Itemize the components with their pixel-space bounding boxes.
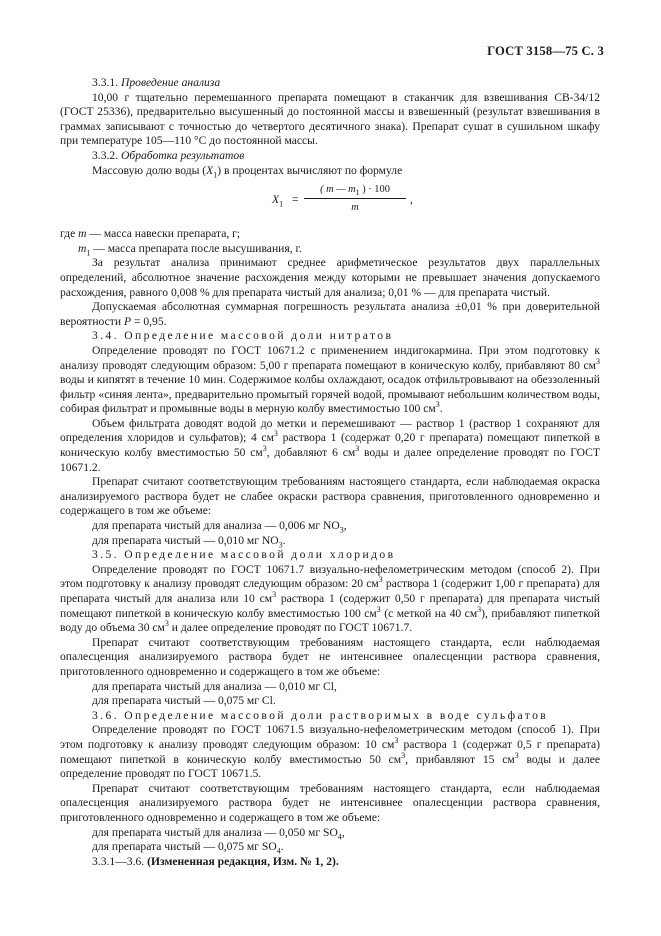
section-3-4-heading: 3.4. Определение массовой доли нитратов [92, 329, 394, 343]
where-line-1: где m — масса навески препарата, г; [60, 227, 241, 241]
section-3-4-para-3: Препарат считают соответствующим требованиям настоящего стандарта, если наблюдаемая окраска анализируемого раствора будет не слабее окраски раствора сравнения, приготовленного одновременно и содержащего в том же объеме: [60, 475, 600, 518]
fraction-bar [304, 198, 406, 199]
section-3-5-limit-1: для препарата чистый для анализа — 0,010 мг Cl, [92, 679, 337, 693]
section-3-3-1-text: 10,00 г тщательно перемешанного препарата помещают в стаканчик для взвешивания СВ-34/12 (ГОСТ 25336), предварительно высушенный до постоянной массы и взвешенный (результат взвешивания в граммах записывают с точностью до четвертого десятичного знака). Препарат сушат в сушильном шкафу при температуре 105—110 °С до постоянной массы. [60, 90, 600, 148]
section-3-5-heading: 3.5. Определение массовой доли хлоридов [92, 548, 396, 562]
section-3-5-limit-2: для препарата чистый — 0,075 мг Cl. [92, 694, 276, 708]
formula-numerator: ( m — $m_1$ ) · 100 [320, 184, 390, 198]
section-3-6-limit-1: для препарата чистый для анализа — 0,050 мг $SO_4$, [92, 825, 345, 841]
section-3-6-heading: 3.6. Определение массовой доли растворимых в воде сульфатов [92, 708, 549, 722]
formula-lhs: $X_1$ [272, 193, 284, 209]
section-3-3-1-heading: 3.3.1. Проведение анализа [92, 76, 221, 89]
formula-denominator: m [351, 202, 359, 214]
formula-intro: Массовую долю воды $(X_1)$ в процентах вычисляют по формуле [92, 163, 403, 179]
edition-note: 3.3.1—3.6. (Измененная редакция, Изм. № 1, 2). [92, 854, 339, 868]
result-paragraph: За результат анализа принимают среднее арифметическое результатов двух параллельных определений, абсолютное значение расхождения между которыми не превышает значения допускаемого расхождения, равного 0,008 % для препарата чистый для анализа; 0,01 % — для препарата чистый. [60, 256, 600, 299]
page-header: ГОСТ 3158—75 С. 3 [487, 44, 604, 58]
section-3-5-para-2: Препарат считают соответствующим требованиям настоящего стандарта, если наблюдаемая опалесценция анализируемого раствора будет не интенсивнее опалесценции раствора сравнения, приготовленного одновременно и содержащего в том же объеме: [60, 635, 600, 678]
section-3-6-limit-2: для препарата чистый — 0,075 мг $SO_4$. [92, 840, 284, 856]
formula-comma: , [410, 193, 413, 207]
section-3-4-para-2: Объем фильтрата доводят водой до метки и перемешивают — раствор 1 (раствор 1 сохраняют для определения хлоридов и сульфатов); 4 $см^3$ раствора 1 (содержат 0,20 г препарата) помещают пипеткой в коническую колбу вместимостью 50 $см^3$, добавляют 6 $см^3$ воды и далее определение проводят по ГОСТ 10671.2. [60, 416, 601, 474]
error-paragraph: Допускаемая абсолютная суммарная погрешность результата анализа ±0,01 % при доверительной вероятности P = 0,95. [60, 300, 600, 328]
section-3-4-limit-2: для препарата чистый — 0,010 мг $NO_3$. [92, 533, 286, 549]
where-line-2: $m_1$ — масса препарата после высушивания, г. [78, 241, 302, 258]
section-3-5-para-1: Определение проводят по ГОСТ 10671.7 визуально-нефелометрическим методом (способ 2). При этом подготовку к анализу проводят следующим образом: 20 $см^3$ раствора 1 (содержит 1,00 г препарата) для препарата чистый для анализа или 10 $см^3$ раствора 1 (содержит 0,50 г препарата) для препарата чистый помещают пипеткой в коническую колбу вместимостью 100 $см^3$ (с меткой на 40 $см^3$), прибавляют пипеткой воду до объема 30 $см^3$ и далее определение проводят по ГОСТ 10671.7. [60, 562, 601, 635]
section-3-4-limit-1: для препарата чистый для анализа — 0,006 мг $NO_3$, [92, 519, 347, 535]
formula-equals: = [292, 193, 299, 207]
formula-fraction [304, 183, 406, 214]
section-3-4-para-1: Определение проводят по ГОСТ 10671.2 с применением индигокармина. При этом подготовку к анализу проводят следующим образом: 5,00 г препарата помещают в коническую колбу, прибавляют 80 $см^3$ воды и кипятят в течение 10 мин. Содержимое колбы охлаждают, осадок отфильтровывают на обеззоленный фильтр «синяя лента», предварительно промытый горячей водой, промывают небольшим количеством воды, собирая фильтрат и промывные воды в мерную колбу вместимостью 100 $см^3$. [60, 343, 600, 416]
section-3-6-para-1: Определение проводят по ГОСТ 10671.5 визуально-нефелометрическим методом (способ 1). При этом подготовку к анализу проводят следующим образом: 10 $см^3$ раствора 1 (содержат 0,5 г препарата) помещают пипеткой в коническую колбу вместимостью 50 $см^3$, прибавляют 15 $см^3$ воды и далее определение проводят по ГОСТ 10671.5. [60, 723, 601, 781]
section-3-6-para-2: Препарат считают соответствующим требованиям настоящего стандарта, если наблюдаемая опалесценция анализируемого раствора будет не интенсивнее опалесценции раствора сравнения, приготовленного одновременно и содержащего в том же объеме: [60, 781, 600, 824]
page-content [60, 76, 600, 869]
moisture-formula [60, 181, 600, 223]
section-3-3-2-heading: 3.3.2. Обработка результатов [92, 148, 245, 162]
